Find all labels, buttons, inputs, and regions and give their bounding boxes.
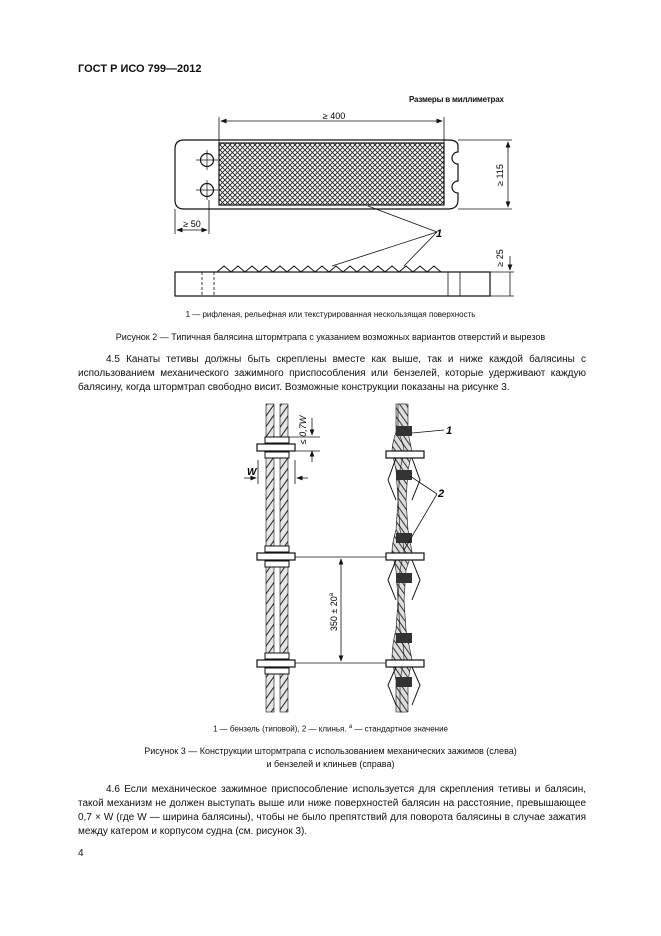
dimension-w: W <box>247 467 257 478</box>
dimension-spacing: $350 \pm 20^a$ <box>329 592 339 632</box>
paragraph-4-5-text: 4.5 Канаты тетивы должны быть скреплены вместе как выше, так и ниже каждой балясины с использованием механического зажимного приспособления или бензелей, которые удерживают каждую балясину, когда штормтрап свободно висит. Возможные конструкции показаны на рисунке 3. <box>78 354 586 393</box>
dimension-thickness: ≥ 25 <box>495 249 505 267</box>
figure2-caption: Рисунок 2 — Типичная балясина штормтрапа с указанием возможных вариантов отверстий и вырезов <box>115 332 546 342</box>
paragraph-4-6 <box>78 783 586 839</box>
right-rung-2 <box>386 553 424 560</box>
dimension-width: ≥ 115 <box>495 164 505 186</box>
figure3-caption: Рисунок 3 — Конструкции штормтрапа с использованием механических зажимов (слева) и бензелей и клиньев (справа) <box>144 746 517 769</box>
figure3-legend: 1 — бензель (типовой), 2 — клинья. $^a$ — стандартное значение <box>213 724 448 734</box>
paragraph-4-6-text: 4.6 Если механическое зажимное приспособление используется для скрепления тетивы и балясин, такой механизм не должен выступать выше или ниже поверхностей балясин на расстояние, превышающее 0,7 × W (где W — ширина балясины), чтобы не было препятствий для поворота балясины в случае зажатия между катером и корпусом судна (см. рисунок 3). <box>78 784 586 837</box>
dimension-07w: ≤ 0,7W <box>298 415 308 445</box>
callout-fig3-2: 2 <box>438 488 445 500</box>
document-code: ГОСТ Р ИСО 799—2012 <box>78 63 202 75</box>
dimension-edge: ≥ 50 <box>183 219 201 229</box>
right-rung-1 <box>386 451 424 458</box>
left-rung-1 <box>257 444 295 451</box>
callout-fig3-1: 1 <box>446 425 453 437</box>
left-rung-2 <box>257 553 295 560</box>
right-rung-3 <box>386 660 424 667</box>
left-rung-3 <box>257 660 295 667</box>
callout-1: 1 <box>436 228 443 240</box>
figure2-legend: 1 — рифленая, рельефная или текстурированная нескользящая поверхность <box>185 310 476 319</box>
dimension-length: ≥ 400 <box>322 111 346 121</box>
page-number: 4 <box>78 848 84 859</box>
units-note: Размеры в миллиметрах <box>409 95 504 104</box>
